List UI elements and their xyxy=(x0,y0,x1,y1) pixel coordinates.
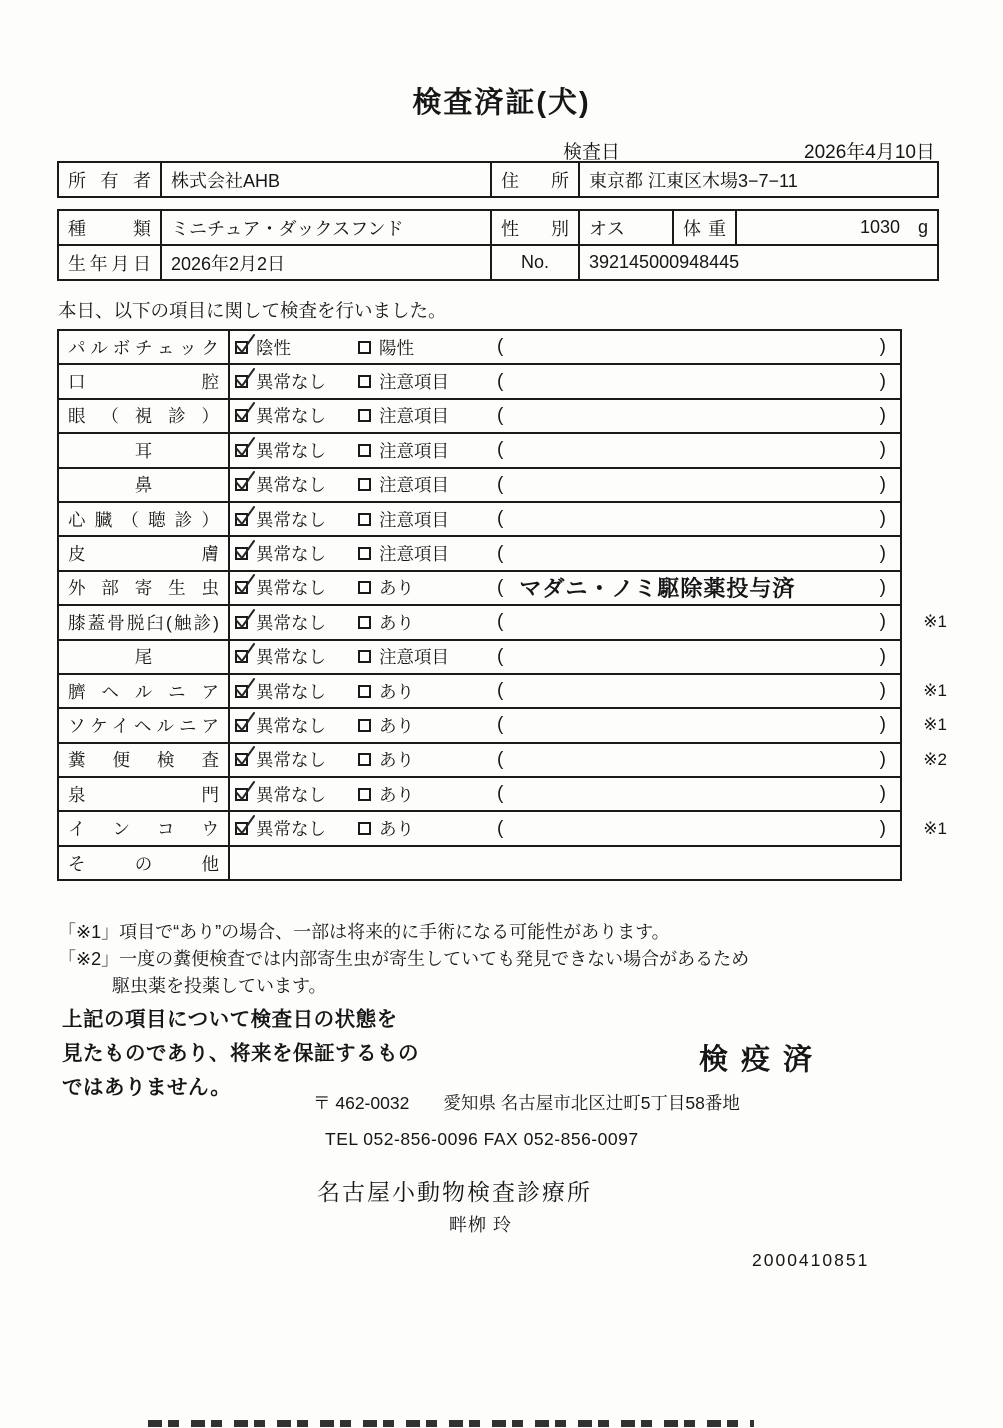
checkbox-icon xyxy=(358,685,371,698)
address-label: 住所 xyxy=(491,162,579,197)
paren-close: ) xyxy=(879,748,886,770)
option-primary-label: 異常なし xyxy=(256,544,326,565)
checkbox-icon xyxy=(358,581,371,594)
paren-open: ( xyxy=(497,817,504,839)
option-primary-label: 異常なし xyxy=(256,475,326,496)
checkbox-icon xyxy=(235,478,248,491)
option-primary-label: 異常なし xyxy=(256,372,326,393)
checkbox-icon xyxy=(235,341,248,354)
check-tick-icon xyxy=(233,504,257,529)
paren-open: ( xyxy=(497,370,504,392)
paren-open: ( xyxy=(497,680,504,702)
check-tick-icon xyxy=(233,641,257,666)
check-table-body xyxy=(58,330,947,880)
checkbox-icon xyxy=(358,341,371,354)
owner-value: 株式会社AHB xyxy=(161,162,491,197)
paren-open: ( xyxy=(497,714,504,736)
birth-label: 生年月日 xyxy=(58,245,161,280)
option-secondary-label: 陽性 xyxy=(379,337,414,358)
paren-open: ( xyxy=(497,645,504,667)
paren-open: ( xyxy=(497,404,504,426)
item-label: 泉門 xyxy=(68,784,219,805)
option-secondary-label: 注意項目 xyxy=(379,544,449,565)
option-secondary-label: あり xyxy=(379,750,414,771)
footnote-2: 「※2」一度の糞便検査では内部寄生虫が寄生していても発見できない場合があるため xyxy=(58,949,750,969)
option-primary-label: 陰性 xyxy=(256,337,291,358)
check-tick-icon xyxy=(233,572,257,597)
serial-number: 2000410851 xyxy=(752,1250,870,1270)
paren-close: ) xyxy=(879,439,886,461)
option-primary xyxy=(235,713,326,738)
checkbox-icon xyxy=(235,409,248,422)
option-primary-label: 異常なし xyxy=(256,681,326,702)
option-primary xyxy=(235,782,326,807)
checkbox-icon xyxy=(358,719,371,732)
checkbox-icon xyxy=(235,547,248,560)
option-primary-label: 異常なし xyxy=(256,406,326,427)
check-row xyxy=(58,605,901,639)
option-primary-label: 異常なし xyxy=(256,647,326,668)
option-secondary xyxy=(358,472,449,497)
item-label: その他 xyxy=(68,853,219,874)
footnote-2-continued: 駆虫薬を投薬しています。 xyxy=(112,976,327,996)
checkbox-icon xyxy=(358,788,371,801)
option-primary xyxy=(235,472,326,497)
option-primary-label: 異常なし xyxy=(256,715,326,736)
checkbox-icon xyxy=(358,822,371,835)
footnotes xyxy=(58,919,749,1000)
item-label: 耳 xyxy=(134,440,153,461)
paren-close: ) xyxy=(879,542,886,564)
option-primary-label: 異常なし xyxy=(256,819,326,840)
paren-open: ( xyxy=(497,576,504,598)
paren-close: ) xyxy=(879,680,886,702)
checkbox-icon xyxy=(235,788,248,801)
option-primary xyxy=(235,335,291,360)
breed-label: 種類 xyxy=(58,210,161,245)
checkbox-icon xyxy=(358,409,371,422)
option-primary xyxy=(235,816,326,841)
paren-close: ) xyxy=(879,336,886,358)
option-secondary-label: あり xyxy=(379,715,414,736)
option-secondary-label: 注意項目 xyxy=(379,372,449,393)
option-secondary xyxy=(358,644,449,669)
paren-close: ) xyxy=(879,783,886,805)
no-label: No. xyxy=(491,245,579,280)
check-row xyxy=(58,502,901,536)
item-label: 眼（視診） xyxy=(68,406,219,427)
check-tick-icon xyxy=(233,744,257,769)
option-secondary xyxy=(358,438,449,463)
postal-code: 〒 462-0032 xyxy=(313,1093,410,1113)
option-secondary-label: あり xyxy=(379,612,414,633)
item-label: 口腔 xyxy=(68,372,219,393)
checkbox-icon xyxy=(235,822,248,835)
check-tick-icon xyxy=(233,332,257,357)
weight-value: 1030 g xyxy=(736,210,938,245)
check-row xyxy=(58,433,901,467)
check-row xyxy=(58,811,901,845)
checkbox-icon xyxy=(235,513,248,526)
option-secondary-label: あり xyxy=(379,681,414,702)
check-row xyxy=(58,536,901,570)
clinic-name: 名古屋小動物検査診療所 xyxy=(317,1179,592,1205)
checkbox-icon xyxy=(358,478,371,491)
paren-open: ( xyxy=(497,783,504,805)
item-label: 皮膚 xyxy=(68,544,219,565)
checkbox-icon xyxy=(235,650,248,663)
item-label: 心臓（聴診） xyxy=(68,509,219,530)
option-secondary-label: あり xyxy=(379,819,414,840)
address-value: 東京都 江東区木場3−7−11 xyxy=(579,162,938,197)
footnote-1: 「※1」項目で“あり”の場合、一部は将来的に手術になる可能性があります。 xyxy=(58,922,670,942)
owner-row xyxy=(58,162,938,197)
checkbox-icon xyxy=(235,444,248,457)
quarantine-stamp: 検疫済 xyxy=(699,1044,826,1076)
option-secondary-label: 注意項目 xyxy=(379,440,449,461)
option-primary-label: 異常なし xyxy=(256,750,326,771)
option-primary xyxy=(235,541,326,566)
option-secondary-label: あり xyxy=(379,578,414,599)
checkbox-icon xyxy=(358,375,371,388)
sex-label: 性別 xyxy=(491,210,579,245)
sex-value: オス xyxy=(579,210,673,245)
checkbox-icon xyxy=(358,444,371,457)
option-primary-label: 異常なし xyxy=(256,784,326,805)
checkbox-icon xyxy=(358,547,371,560)
option-secondary xyxy=(358,507,449,532)
owner-table xyxy=(57,161,939,198)
check-tick-icon xyxy=(233,676,257,701)
option-secondary xyxy=(358,679,414,704)
option-secondary xyxy=(358,369,449,394)
check-tick-icon xyxy=(233,469,257,494)
checkbox-icon xyxy=(235,616,248,629)
note-mark: ※1 xyxy=(923,681,947,701)
check-row xyxy=(58,708,901,742)
clinic-address-line xyxy=(313,1090,740,1115)
option-primary xyxy=(235,575,326,600)
option-primary xyxy=(235,610,326,635)
no-value: 392145000948445 xyxy=(579,245,938,280)
pet-row-2 xyxy=(58,245,938,280)
inspection-date-label: 検査日 xyxy=(563,142,621,163)
weight-label: 体重 xyxy=(673,210,736,245)
checkbox-icon xyxy=(358,513,371,526)
option-secondary-label: 注意項目 xyxy=(379,647,449,668)
check-row xyxy=(58,399,901,433)
option-primary xyxy=(235,747,326,772)
item-label: 鼻 xyxy=(134,475,153,496)
option-secondary xyxy=(358,713,414,738)
check-tick-icon xyxy=(233,607,257,632)
check-tick-icon xyxy=(233,538,257,563)
scan-cutoff-artifact xyxy=(148,1420,754,1427)
check-row xyxy=(58,364,901,398)
inspection-date-value: 2026年4月10日 xyxy=(804,142,935,163)
check-tick-icon xyxy=(233,779,257,804)
check-row xyxy=(58,468,901,502)
pet-row-1 xyxy=(58,210,938,245)
option-secondary-label: 注意項目 xyxy=(379,509,449,530)
paren-close: ) xyxy=(879,473,886,495)
option-secondary xyxy=(358,610,414,635)
option-primary-label: 異常なし xyxy=(256,440,326,461)
paren-open: ( xyxy=(497,336,504,358)
option-primary-label: 異常なし xyxy=(256,509,326,530)
checkbox-icon xyxy=(235,685,248,698)
checkbox-icon xyxy=(235,375,248,388)
option-secondary-label: 注意項目 xyxy=(379,475,449,496)
paren-open: ( xyxy=(497,748,504,770)
check-row xyxy=(58,571,901,605)
check-tick-icon xyxy=(233,435,257,460)
breed-value: ミニチュア・ダックスフンド xyxy=(161,210,491,245)
check-row xyxy=(58,743,901,777)
item-label: インコウ xyxy=(68,819,219,840)
birth-value: 2026年2月2日 xyxy=(161,245,491,280)
item-label: 臍ヘルニア xyxy=(68,681,219,702)
paren-open: ( xyxy=(497,508,504,530)
note-mark: ※1 xyxy=(923,715,947,735)
intro-text: 本日、以下の項目に関して検査を行いました。 xyxy=(58,300,447,321)
option-secondary xyxy=(358,782,414,807)
option-secondary xyxy=(358,816,414,841)
check-tick-icon xyxy=(233,400,257,425)
disclaimer-statement: 上記の項目について検査日の状態を 見たものであり、将来を保証するもの ではありません。 xyxy=(62,1008,419,1099)
paren-close: ) xyxy=(879,645,886,667)
weight-unit: g xyxy=(917,217,928,237)
clinic-address: 愛知県 名古屋市北区辻町5丁目58番地 xyxy=(443,1093,740,1113)
checkbox-icon xyxy=(235,753,248,766)
paren-close: ) xyxy=(879,611,886,633)
paren-close: ) xyxy=(879,370,886,392)
note-mark: ※2 xyxy=(923,749,947,769)
checkbox-icon xyxy=(358,753,371,766)
paren-close: ) xyxy=(879,508,886,530)
checkbox-icon xyxy=(358,616,371,629)
option-secondary xyxy=(358,335,414,360)
item-label: 糞便検査 xyxy=(68,750,219,771)
check-row xyxy=(58,674,901,708)
option-primary xyxy=(235,644,326,669)
comment-text: マダニ・ノミ駆除薬投与済 xyxy=(519,576,796,602)
page-title: 検査済証(犬) xyxy=(412,87,591,119)
checkbox-icon xyxy=(235,719,248,732)
check-row xyxy=(58,330,901,364)
owner-label: 所有者 xyxy=(58,162,161,197)
option-secondary xyxy=(358,403,449,428)
option-primary xyxy=(235,507,326,532)
paren-open: ( xyxy=(497,611,504,633)
inspection-table xyxy=(57,329,947,881)
item-label: 膝蓋骨脱臼(触診) xyxy=(68,612,219,633)
pet-table xyxy=(57,209,939,281)
paren-open: ( xyxy=(497,542,504,564)
paren-close: ) xyxy=(879,714,886,736)
check-tick-icon xyxy=(233,366,257,391)
check-tick-icon xyxy=(233,710,257,735)
paren-open: ( xyxy=(497,439,504,461)
paren-close: ) xyxy=(879,404,886,426)
inspection-date-row xyxy=(563,137,935,164)
check-row xyxy=(58,846,901,880)
item-label: 尾 xyxy=(134,647,153,668)
item-label: パルボチェック xyxy=(68,337,219,358)
option-primary xyxy=(235,679,326,704)
signer-name: 畔栁 玲 xyxy=(449,1215,513,1235)
option-primary xyxy=(235,369,326,394)
option-primary xyxy=(235,403,326,428)
option-primary-label: 異常なし xyxy=(256,578,326,599)
option-secondary xyxy=(358,747,414,772)
item-label: ソケイヘルニア xyxy=(68,715,219,736)
checkbox-icon xyxy=(235,581,248,594)
paren-open: ( xyxy=(497,473,504,495)
option-secondary xyxy=(358,575,414,600)
option-secondary xyxy=(358,541,449,566)
paren-close: ) xyxy=(879,576,886,598)
option-primary-label: 異常なし xyxy=(256,612,326,633)
phone-fax-line: TEL 052-856-0096 FAX 052-856-0097 xyxy=(325,1129,639,1149)
check-tick-icon xyxy=(233,813,257,838)
note-mark: ※1 xyxy=(923,612,947,632)
checkbox-icon xyxy=(358,650,371,663)
check-row xyxy=(58,777,901,811)
option-secondary-label: あり xyxy=(379,784,414,805)
option-secondary-label: 注意項目 xyxy=(379,406,449,427)
item-label: 外部寄生虫 xyxy=(68,578,219,599)
note-mark: ※1 xyxy=(923,818,947,838)
check-row xyxy=(58,640,901,674)
paren-close: ) xyxy=(879,817,886,839)
option-primary xyxy=(235,438,326,463)
